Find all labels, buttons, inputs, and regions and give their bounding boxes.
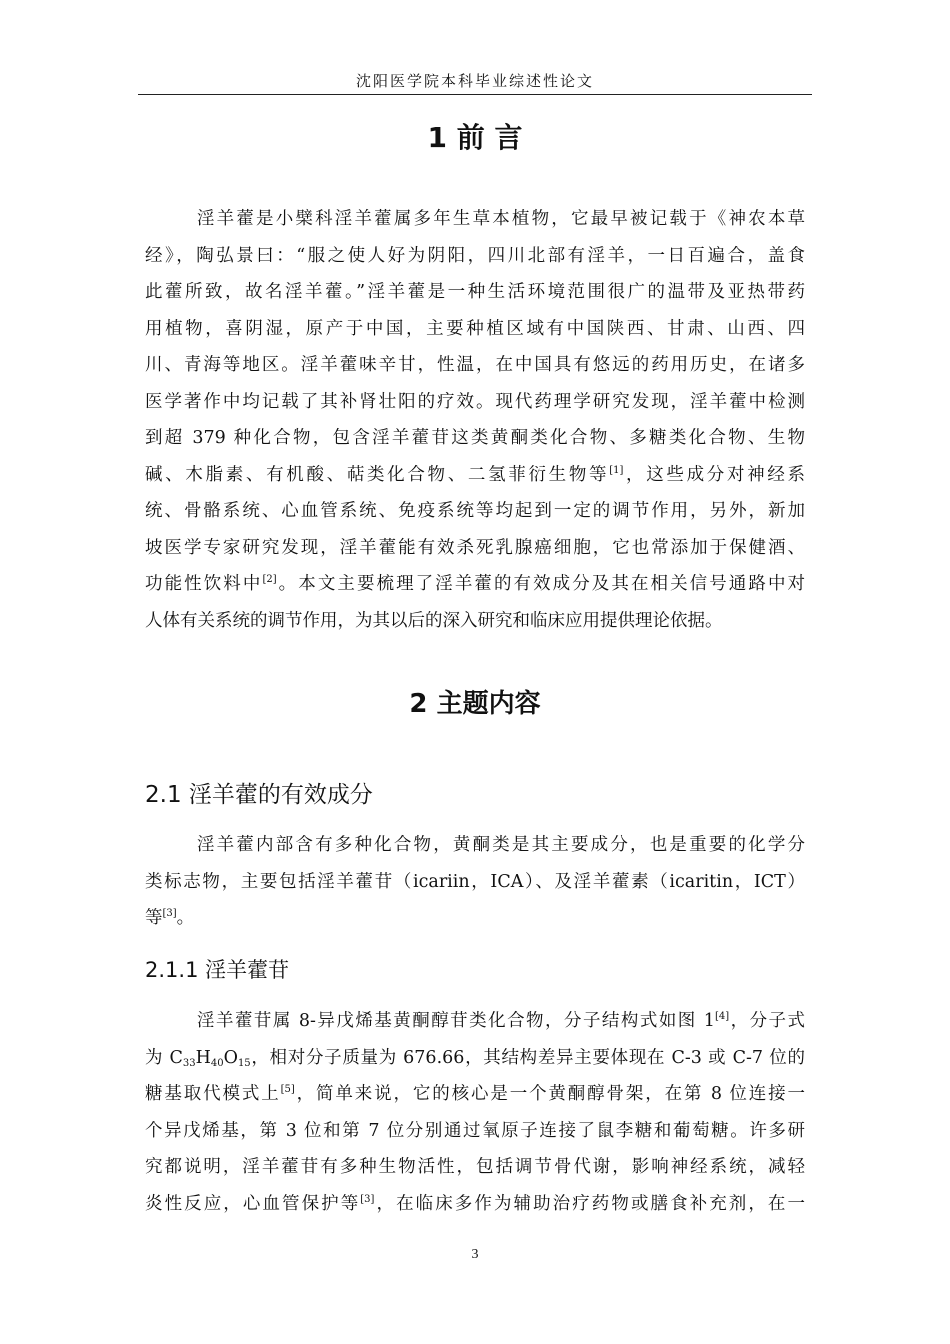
subscript: 33 <box>182 1057 196 1069</box>
text-line: 用植物，喜阴湿，原产于中国，主要种植区域有中国陕西、甘肃、山西、四 <box>145 318 805 339</box>
text-run: ，简单来说，它的核心是一个黄酮醇骨架，在第 8 位连接一 <box>294 1084 805 1104</box>
text-line <box>145 457 805 494</box>
text-run: 等 <box>145 908 163 928</box>
citation: [4] <box>714 1011 730 1022</box>
section-heading-2: 2 主题内容 <box>409 689 541 719</box>
citation: [3] <box>162 908 177 919</box>
text-line: 坡医学专家研究发现，淫羊藿能有效杀死乳腺癌细胞，它也常添加于保健酒、 <box>145 537 805 558</box>
paragraph-icariin <box>145 1003 805 1222</box>
text-run: 碱、木脂素、有机酸、萜类化合物、二氢菲衍生物等 <box>145 464 610 485</box>
text-run: 糖基取代模式上 <box>145 1084 281 1104</box>
text-line: 此藿所致，故名淫羊藿。”淫羊藿是一种生活环境范围很广的温带及亚热带药 <box>145 282 805 302</box>
subsection-heading-2-1: 2.1 淫羊藿的有效成分 <box>145 782 373 808</box>
citation: [3] <box>360 1193 375 1205</box>
subscript: 15 <box>237 1057 251 1069</box>
text-line <box>145 1003 805 1040</box>
citation: [5] <box>280 1084 295 1095</box>
paragraph-components <box>145 827 805 937</box>
text-run: ，这些成分对神经系 <box>623 464 805 485</box>
section-heading-1: 1 前 言 <box>427 121 523 154</box>
text-line <box>145 566 805 603</box>
text-run: ，分子式 <box>729 1011 806 1031</box>
subsubsection-heading-2-1-1: 2.1.1 淫羊藿苷 <box>145 958 290 982</box>
text-line: 川、青海等地区。淫羊藿味辛甘，性温，在中国具有悠远的药用历史，在诸多 <box>145 355 805 375</box>
text-line: 个异戊烯基，第 3 位和第 7 位分别通过氧原子连接了鼠李糖和葡萄糖。许多研 <box>145 1120 805 1141</box>
text-line: 淫羊藿内部含有多种化合物，黄酮类是其主要成分，也是重要的化学分 <box>197 835 805 855</box>
text-line: 医学著作中均记载了其补肾壮阳的疗效。现代药理学研究发现，淫羊藿中检测 <box>145 391 805 412</box>
citation: [1] <box>609 464 624 476</box>
subscript: 40 <box>210 1057 224 1069</box>
text-line: 人体有关系统的调节作用，为其以后的深入研究和临床应用提供理论依据。 <box>145 610 723 631</box>
header-rule <box>138 94 812 95</box>
text-run: 炎性反应，心血管保护等 <box>145 1193 361 1214</box>
paragraph-intro <box>145 201 805 639</box>
text-line: 统、骨骼系统、心血管系统、免疫系统等均起到一定的调节作用，另外，新加 <box>145 501 805 521</box>
text-run: 为 C <box>145 1047 183 1068</box>
text-run: 功能性饮料中 <box>145 574 263 594</box>
text-line <box>145 1076 805 1113</box>
text-line: 淫羊藿是小檗科淫羊藿属多年生草本植物，它最早被记载于《神农本草 <box>197 209 805 229</box>
text-run: O <box>223 1047 238 1068</box>
text-line <box>145 1186 805 1223</box>
text-line <box>145 900 805 937</box>
text-run: ，相对分子质量为 676.66，其结构差异主要体现在 C-3 或 C-7 位的 <box>250 1047 806 1068</box>
text-line: 到超 379 种化合物，包含淫羊藿苷这类黄酮类化合物、多糖类化合物、生物 <box>145 428 805 448</box>
text-run: 。 <box>176 908 195 928</box>
page-number: 3 <box>471 1247 479 1262</box>
text-line: 经》，陶弘景曰：“服之使人好为阴阳，四川北部有淫羊，一日百遍合，盖食 <box>145 245 805 266</box>
text-line: 究都说明，淫羊藿苷有多种生物活性，包括调节骨代谢，影响神经系统，减轻 <box>145 1157 805 1177</box>
running-header: 沈阳医学院本科毕业综述性论文 <box>355 72 594 90</box>
citation: [2] <box>262 574 277 585</box>
text-run: 淫羊藿苷属 8-异戊烯基黄酮醇苷类化合物，分子结构式如图 1 <box>197 1011 715 1031</box>
text-run: 。本文主要梳理了淫羊藿的有效成分及其在相关信号通路中对 <box>276 574 806 594</box>
text-run: H <box>195 1047 211 1068</box>
text-line: 类标志物，主要包括淫羊藿苷（icariin，ICA）、及淫羊藿素（icaritin，ICT） <box>145 871 805 892</box>
text-line <box>145 1040 805 1077</box>
text-run: ，在临床多作为辅助治疗药物或膳食补充剂，在一 <box>374 1193 806 1214</box>
